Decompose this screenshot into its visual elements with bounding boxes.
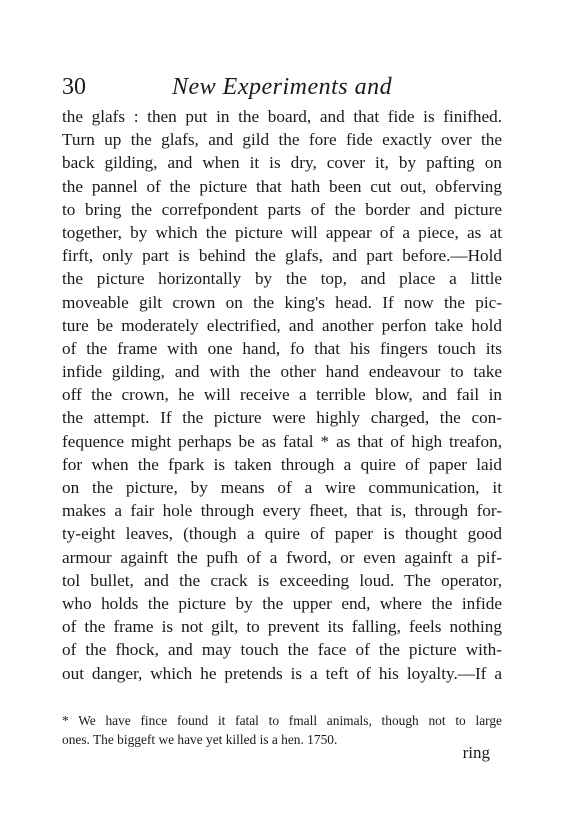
text-line: for when the fpark is taken through a quire of paper laid — [62, 454, 502, 474]
text-line: of the frame is not gilt, to prevent its falling, feels nothing — [62, 617, 502, 637]
text-line: the picture horizontally by the top, and place a little — [62, 269, 502, 289]
footnote-line: ones. The biggeft we have yet killed is a hen. 1750. — [62, 732, 338, 747]
text-line: makes a fair hole through every fheet, that is, through for- — [62, 501, 502, 521]
text-line: ture be moderately electrified, and another perfon take hold — [62, 315, 502, 335]
text-line: back gilding, and when it is dry, cover it, by pafting on — [62, 153, 502, 173]
text-line: moveable gilt crown on the king's head. If now the pic- — [62, 292, 502, 312]
text-line: the pannel of the picture that hath been cut out, obferving — [62, 176, 502, 196]
text-line: of the fhock, and may touch the face of the picture with- — [62, 640, 502, 660]
text-line: Turn up the glafs, and gild the fore fide exactly over the — [62, 130, 502, 150]
text-line: firft, only part is behind the glafs, and part before.—Hold — [62, 246, 502, 266]
page-header — [62, 72, 502, 102]
text-line: to bring the correfpondent parts of the border and picture — [62, 199, 502, 219]
text-line: on the picture, by means of a wire communication, it — [62, 478, 502, 497]
body-text — [62, 105, 502, 685]
page-number: 30 — [62, 74, 86, 100]
text-line: the glafs : then put in the board, and that fide is finifhed. — [62, 107, 502, 126]
text-line: the attempt. If the picture were highly charged, the con- — [62, 408, 502, 428]
text-line: together, by which the picture will appear of a piece, as at — [62, 222, 502, 242]
footnote-line: * We have fince found it fatal to fmall animals, though not to large — [62, 713, 502, 728]
text-line: infide gilding, and with the other hand endeavour to take — [62, 362, 502, 382]
text-line: tol bullet, and the crack is exceeding loud. The operator, — [62, 570, 502, 590]
text-line: of the frame with one hand, fo that his fingers touch its — [62, 338, 502, 358]
text-line: off the crown, he will receive a terrible blow, and fail in — [62, 385, 502, 405]
footnote — [62, 711, 502, 749]
text-line: fequence might perhaps be as fatal * as that of high treafon, — [62, 431, 502, 451]
text-line: armour againft the pufh of a fword, or even againft a pif- — [62, 547, 502, 567]
text-line: ty-eight leaves, (though a quire of paper is thought good — [62, 524, 502, 544]
text-line: out danger, which he pretends is a teft of his loyalty.—If a — [62, 663, 502, 683]
catchword: ring — [462, 743, 490, 762]
running-head: New Experiments and — [172, 74, 393, 100]
text-line: who holds the picture by the upper end, where the infide — [62, 593, 502, 613]
